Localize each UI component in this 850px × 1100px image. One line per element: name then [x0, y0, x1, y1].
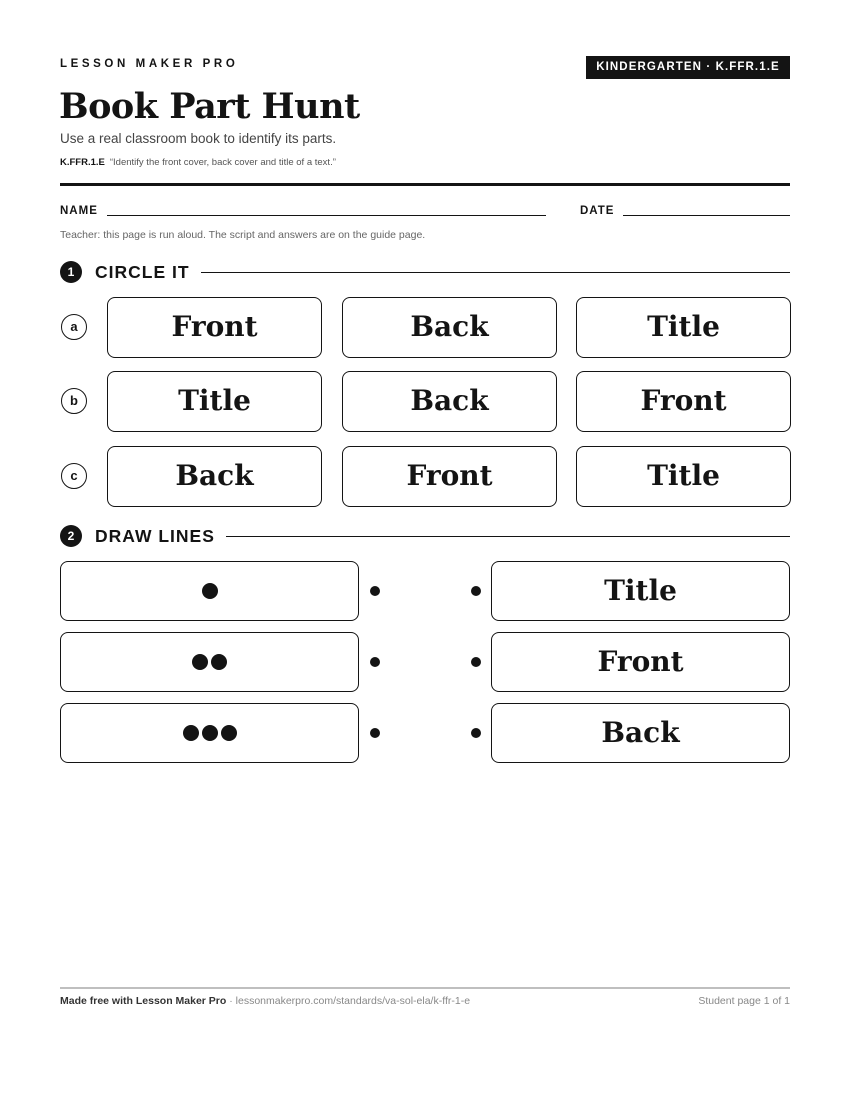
date-label: DATE: [580, 205, 615, 217]
standard-code: K.FFR.1.E: [60, 157, 105, 168]
circle-option-title[interactable]: Title: [576, 297, 791, 358]
right-anchor-dot[interactable]: [471, 657, 481, 667]
row-marker-c: c: [61, 463, 87, 489]
footer-page-number: Student page 1 of 1: [698, 995, 790, 1007]
circle-option-front[interactable]: Front: [342, 446, 557, 507]
section-title: CIRCLE IT: [95, 261, 201, 283]
match-right-title[interactable]: Title: [491, 561, 790, 621]
match-left-box[interactable]: [60, 632, 359, 692]
footer-divider: [60, 987, 790, 989]
name-field[interactable]: [107, 215, 546, 216]
match-right-back[interactable]: Back: [491, 703, 790, 763]
standard-text: “Identify the front cover, back cover and title of a text.”: [109, 157, 336, 168]
count-dot: [192, 654, 208, 670]
circle-option-front[interactable]: Front: [576, 371, 791, 432]
date-field[interactable]: [623, 215, 790, 216]
count-dot: [202, 725, 218, 741]
teacher-note: Teacher: this page is run aloud. The script and answers are on the guide page.: [60, 229, 426, 241]
section-rule: [200, 536, 790, 537]
footer-credit: [60, 994, 470, 1008]
section-number-badge: 1: [60, 261, 82, 283]
right-anchor-dot[interactable]: [471, 728, 481, 738]
section-circle-it-header: [60, 261, 790, 283]
match-left-box[interactable]: [60, 703, 359, 763]
section-title: DRAW LINES: [95, 525, 226, 547]
left-anchor-dot[interactable]: [370, 586, 380, 596]
circle-option-back[interactable]: Back: [107, 446, 322, 507]
circle-option-back[interactable]: Back: [342, 371, 557, 432]
circle-option-back[interactable]: Back: [342, 297, 557, 358]
count-dot: [183, 725, 199, 741]
row-marker-b: b: [61, 388, 87, 414]
section-draw-lines-header: [60, 525, 790, 547]
grade-badge: KINDERGARTEN · K.FFR.1.E: [586, 56, 790, 79]
circle-option-front[interactable]: Front: [107, 297, 322, 358]
footer-url[interactable]: · lessonmakerpro.com/standards/va-sol-ela/k-ffr-1-e: [226, 995, 471, 1007]
page-subtitle: Use a real classroom book to identify its parts.: [60, 131, 337, 146]
left-anchor-dot[interactable]: [370, 657, 380, 667]
circle-option-title[interactable]: Title: [576, 446, 791, 507]
section-number-badge: 2: [60, 525, 82, 547]
right-anchor-dot[interactable]: [471, 586, 481, 596]
name-label: NAME: [60, 205, 98, 217]
header-divider: [60, 183, 790, 186]
footer-made-with: Made free with Lesson Maker Pro: [60, 995, 227, 1007]
row-marker-a: a: [61, 314, 87, 340]
count-dot: [211, 654, 227, 670]
page-title: Book Part Hunt: [59, 86, 360, 127]
brand-name: LESSON MAKER PRO: [60, 58, 239, 70]
left-anchor-dot[interactable]: [370, 728, 380, 738]
standard-line: [60, 156, 336, 170]
match-right-front[interactable]: Front: [491, 632, 790, 692]
section-rule: [200, 272, 790, 273]
circle-option-title[interactable]: Title: [107, 371, 322, 432]
count-dot: [202, 583, 218, 599]
count-dot: [221, 725, 237, 741]
match-left-box[interactable]: [60, 561, 359, 621]
